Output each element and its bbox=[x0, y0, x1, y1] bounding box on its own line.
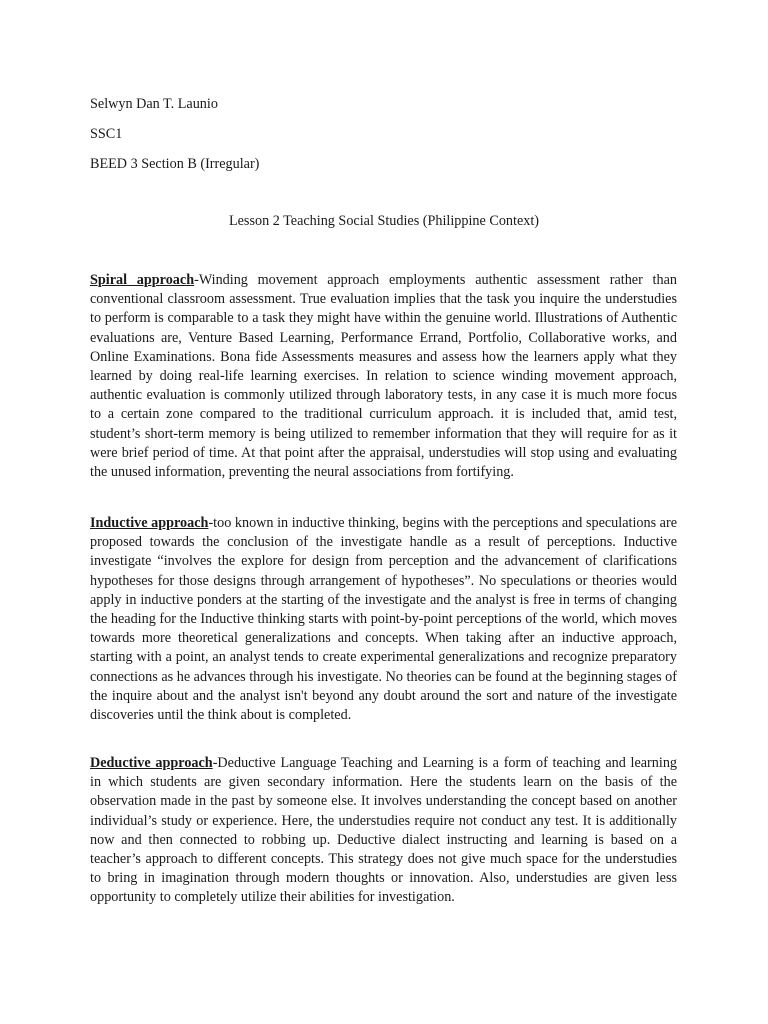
paragraph-deductive-approach bbox=[90, 754, 677, 908]
lesson-title: Lesson 2 Teaching Social Studies (Philippine Context) bbox=[228, 213, 540, 229]
class-section: BEED 3 Section B (Irregular) bbox=[90, 156, 260, 172]
term-spiral-approach: Spiral approach bbox=[90, 272, 195, 288]
paragraph-spiral-approach bbox=[90, 271, 677, 482]
author-name: Selwyn Dan T. Launio bbox=[90, 96, 218, 112]
paragraph-text: -Deductive Language Teaching and Learning is a form of teaching and learning in which students are given secondary information. Here the students learn on the basis of the observation made in the past by someone else. It involves understanding the concept based on another individual’s study or experience. Here, the understudies require not conduct any test. It is additionally now and then connected to robbing up. Deductive dialect instructing and learning is based on a teacher’s approach to different concepts. This strategy does not give much space for the understudies to bring in imagination through modern thoughts or innovation. Also, understudies are given less opportunity to completely utilize their abilities for investigation. bbox=[90, 755, 678, 906]
term-deductive-approach: Deductive approach bbox=[90, 755, 213, 771]
paragraph-text: -too known in inductive thinking, begins with the perceptions and speculations are proposed towards the conclusion of the investigate handle as a result of perceptions. Inductive investigate “involves the explore for design from perception and the advancement of clarifications hypotheses for those designs through arrangement of hypotheses”. No speculations or theories would apply in inductive ponders at the starting of the investigate and the analyst is free in terms of changing the heading for the Inductive thinking starts with point-by-point perceptions of the world, which moves towards more theoretical generalizations and concepts. When taking after an inductive approach, starting with a point, an analyst tends to create experimental generalizations and recognize preparatory connections as he advances through his investigate. No theories can be found at the beginning stages of the inquire about and the analyst isn't beyond any doubt around the sort and nature of the investigate discoveries until the think about is completed. bbox=[90, 515, 678, 724]
paragraph-text: -Winding movement approach employments authentic assessment rather than conventional classroom assessment. True evaluation implies that the task you inquire the understudies to perform is comparable to a task they might have within the genuine world. Illustrations of Authentic evaluations are, Venture Based Learning, Performance Errand, Portfolio, Collaborative works, and Online Examinations. Bona fide Assessments measures and assess how the learners apply what they learned by doing real-life learning exercises. In relation to science winding movement approach, authentic evaluation is commonly utilized through laboratory tests, in any case it is much more focus to a certain zone compared to the traditional curriculum approach. it is included that, amid test, student’s short-term memory is being utilized to remember information that they will require for as it were brief period of time. At that point after the appraisal, understudies will stop using and evaluating the unused information, preventing the neural associations from fortifying. bbox=[90, 272, 677, 481]
course-code: SSC1 bbox=[90, 126, 123, 142]
paragraph-inductive-approach bbox=[90, 514, 677, 725]
term-inductive-approach: Inductive approach bbox=[90, 515, 209, 531]
